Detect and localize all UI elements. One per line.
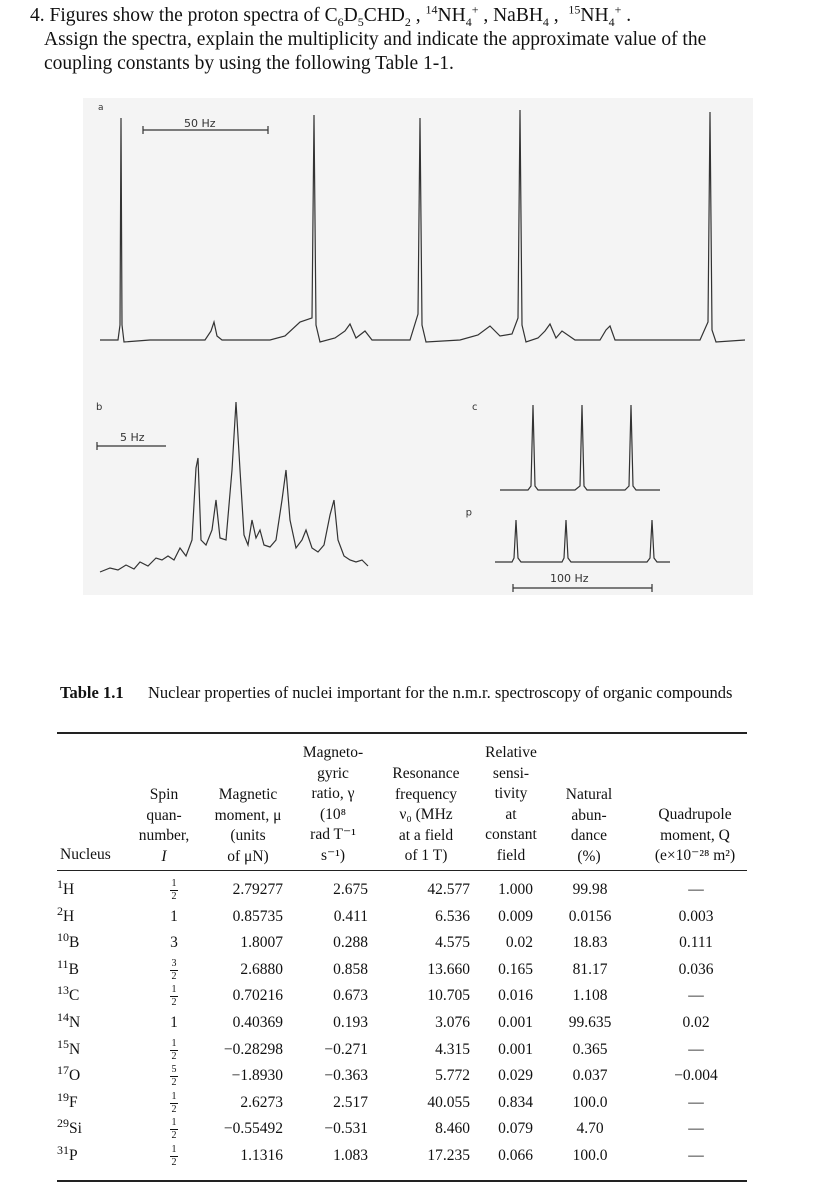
nucleus-symbol: N (69, 1014, 81, 1031)
header-resonance-frequency: Resonance frequency ν₀ (MHz at a field of 1 T) (392, 765, 460, 864)
sensitivity-value: 0.834 (498, 1093, 533, 1111)
spectra-figure (0, 0, 830, 600)
sensitivity-value: 0.001 (498, 1014, 533, 1031)
nucleus-mass: 19 (57, 1089, 69, 1104)
gyromagnetic-ratio-value: 2.675 (333, 881, 368, 898)
nucleus-mass: 11 (57, 956, 69, 971)
nucleus-mass: 10 (57, 930, 69, 945)
spin-fraction: 1 2 (171, 1144, 177, 1168)
table-row (57, 876, 75, 899)
resonance-frequency-value: 8.460 (435, 1120, 470, 1138)
nucleus-symbol: P (69, 1147, 78, 1164)
nucleus-mass: 1 (57, 876, 63, 891)
magnetic-moment-value: −0.28298 (223, 1040, 283, 1058)
quadrupole-value: — (688, 1040, 704, 1058)
quadrupole-value: — (688, 1093, 704, 1111)
resonance-frequency-value: 13.660 (427, 960, 470, 978)
label-b: b (96, 402, 103, 413)
nucleus-mass: 13 (57, 983, 69, 998)
header-gyromagnetic-ratio: Magneto- gyric ratio, γ (10⁸ rad T⁻¹ s⁻¹) (302, 744, 364, 864)
nucleus-symbol: H (63, 907, 75, 925)
sensitivity-value: 0.009 (498, 907, 533, 925)
nucleus-mass: 31 (57, 1142, 69, 1157)
quadrupole-value: — (688, 1147, 704, 1164)
abundance-value: 81.17 (572, 960, 608, 978)
table-row (57, 1089, 78, 1112)
nucleus-symbol: B (69, 934, 80, 952)
magnetic-moment-value: 2.79277 (232, 881, 283, 898)
abundance-value: 100.0 (572, 1093, 608, 1111)
magnetic-moment-value: 2.6880 (240, 960, 283, 978)
table-row (57, 983, 80, 1005)
resonance-frequency-value: 4.575 (435, 934, 470, 952)
spin-value: 3 (170, 934, 178, 952)
abundance-value: 0.0156 (568, 907, 612, 925)
nucleus-symbol: C (69, 987, 80, 1005)
table-row (57, 1063, 81, 1085)
nucleus-symbol: Si (69, 1120, 82, 1138)
scale-label-cd: 100 Hz (550, 572, 589, 585)
scale-label-a: 50 Hz (184, 117, 216, 130)
resonance-frequency-value: 3.076 (435, 1014, 470, 1031)
magnetic-moment-value: 0.40369 (232, 1014, 283, 1031)
table-top-rule (57, 732, 747, 734)
nucleus-symbol: F (69, 1093, 78, 1111)
resonance-frequency-value: 17.235 (427, 1147, 470, 1164)
nucleus-symbol: O (69, 1067, 81, 1085)
header-relative-sensitivity: Relative sensi- tivity at constant field (485, 744, 537, 864)
gyromagnetic-ratio-value: 0.288 (333, 934, 368, 952)
gyromagnetic-ratio-value: −0.271 (324, 1040, 368, 1058)
table-row (57, 1009, 81, 1032)
magnetic-moment-value: 1.1316 (240, 1147, 283, 1164)
quadrupole-value: — (688, 881, 704, 898)
spin-fraction: 1 2 (171, 1037, 177, 1062)
table-row (57, 930, 80, 952)
abundance-value: 0.365 (572, 1040, 608, 1058)
sensitivity-value: 1.000 (498, 881, 533, 898)
sensitivity-value: 0.066 (498, 1147, 533, 1164)
table-row (57, 1142, 78, 1165)
sensitivity-value: 0.016 (498, 987, 533, 1005)
spin-fraction: 1 2 (171, 984, 177, 1009)
nucleus-mass: 2 (57, 903, 63, 918)
abundance-value: 99.98 (572, 881, 608, 898)
magnetic-moment-value: 1.8007 (240, 934, 283, 952)
abundance-value: 18.83 (572, 934, 608, 952)
quadrupole-value: — (688, 1120, 704, 1138)
sensitivity-value: 0.079 (498, 1120, 533, 1138)
spin-fraction: 1 2 (171, 1090, 177, 1115)
nucleus-mass: 14 (57, 1009, 69, 1024)
spin-fraction: 1 2 (171, 1117, 177, 1142)
scale-label-b: 5 Hz (120, 431, 145, 444)
header-spin: Spin quan- number, I (138, 786, 190, 865)
quadrupole-value: — (688, 987, 704, 1005)
quadrupole-value: 0.111 (679, 934, 713, 952)
label-c: c (472, 402, 478, 413)
table-row (57, 1036, 81, 1059)
gyromagnetic-ratio-value: 0.193 (333, 1014, 368, 1031)
gyromagnetic-ratio-value: 1.083 (333, 1147, 368, 1164)
quadrupole-value: 0.02 (682, 1014, 710, 1031)
header-quadrupole-moment: Quadrupole moment, Q (e×10⁻²⁸ m²) (654, 806, 736, 864)
nucleus-mass: 17 (57, 1063, 69, 1078)
abundance-value: 100.0 (572, 1147, 608, 1164)
abundance-value: 99.635 (568, 1014, 612, 1031)
gyromagnetic-ratio-value: −0.531 (324, 1120, 368, 1138)
header-nucleus: Nucleus (60, 846, 111, 863)
spin-value: 1 (170, 907, 178, 925)
resonance-frequency-value: 4.315 (435, 1040, 470, 1058)
gyromagnetic-ratio-value: 0.411 (333, 907, 368, 925)
nucleus-symbol: B (68, 960, 79, 978)
sensitivity-value: 0.001 (498, 1040, 533, 1058)
header-magnetic-moment: Magnetic moment, μ (units of μN) (214, 786, 282, 865)
magnetic-moment-value: 0.85735 (232, 907, 283, 925)
abundance-value: 1.108 (572, 987, 608, 1005)
resonance-frequency-value: 6.536 (435, 907, 470, 925)
resonance-frequency-value: 40.055 (427, 1093, 470, 1111)
sensitivity-value: 0.029 (498, 1067, 533, 1085)
nucleus-mass: 29 (57, 1116, 69, 1131)
spin-fraction: 5 2 (171, 1064, 177, 1089)
magnetic-moment-value: −0.55492 (223, 1120, 283, 1138)
table-row (57, 903, 75, 926)
sensitivity-value: 0.165 (498, 960, 533, 978)
gyromagnetic-ratio-value: 0.673 (333, 987, 368, 1005)
header-natural-abundance: Natural abun- dance (%) (565, 786, 613, 865)
spin-fraction: 1 2 (171, 878, 177, 902)
abundance-value: 0.037 (572, 1067, 608, 1085)
label-d: d (465, 507, 472, 518)
gyromagnetic-ratio-value: −0.363 (324, 1067, 368, 1085)
nucleus-symbol: H (63, 881, 75, 898)
table-row (57, 1116, 82, 1138)
gyromagnetic-ratio-value: 2.517 (333, 1093, 368, 1111)
quadrupole-value: 0.036 (678, 960, 714, 978)
quadrupole-value: 0.003 (678, 907, 714, 925)
abundance-value: 4.70 (576, 1120, 604, 1138)
nucleus-symbol: N (69, 1040, 81, 1058)
question-line-3: coupling constants by using the following Table 1-1. (44, 53, 454, 74)
question-line-2: Assign the spectra, explain the multiplicity and indicate the approximate value of the (44, 29, 707, 50)
sensitivity-value: 0.02 (505, 934, 533, 952)
magnetic-moment-value: 0.70216 (232, 987, 283, 1005)
quadrupole-value: −0.004 (674, 1067, 718, 1085)
nucleus-mass: 15 (57, 1036, 69, 1051)
table-caption (60, 683, 760, 702)
spin-value: 1 (170, 1014, 178, 1031)
table-bottom-rule (57, 1180, 747, 1182)
question-line-1: 4. Figures show the proton spectra of $C_6D_5CHD_2$ , $^{14}NH_4^+$ , NaBH$_4$ , $^{15}NH_4^+$ . (30, 2, 632, 29)
gyromagnetic-ratio-value: 0.858 (333, 960, 368, 978)
magnetic-moment-value: −1.8930 (231, 1067, 283, 1085)
spin-fraction: 3 2 (171, 957, 177, 982)
table-row (57, 956, 79, 979)
table-caption-text: Nuclear properties of nuclei important for the n.m.r. spectroscopy of organic compounds (148, 683, 733, 702)
resonance-frequency-value: 10.705 (427, 987, 470, 1005)
table-caption-label: Table 1.1 (60, 683, 124, 702)
resonance-frequency-value: 42.577 (427, 881, 470, 898)
table-header-rule (57, 870, 747, 871)
magnetic-moment-value: 2.6273 (240, 1093, 283, 1111)
label-a: a (98, 103, 104, 113)
resonance-frequency-value: 5.772 (435, 1067, 470, 1085)
